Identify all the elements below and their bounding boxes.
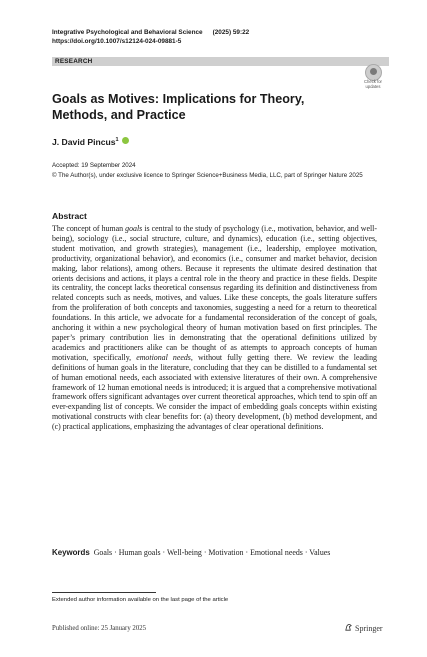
journal-name: Integrative Psychological and Behavioral Science — [52, 29, 203, 36]
published-date: Published online: 25 January 2025 — [52, 625, 147, 632]
keywords — [52, 548, 372, 558]
abstract-heading: Abstract — [52, 211, 87, 221]
crossmark-text: Check for updates — [364, 79, 382, 89]
year-issue: (2025) 59:22 — [212, 29, 250, 36]
publisher-logo — [344, 623, 383, 633]
author-affiliation-marker: 1 — [115, 137, 119, 144]
section-label: RESEARCH — [55, 58, 93, 65]
publisher-name: Springer — [355, 624, 383, 633]
emphasis-emotional-needs: emotional needs — [136, 352, 191, 362]
copyright-notice: © The Author(s), under exclusive licence to Springer Science+Business Media, LLC, part of Springer Nature 2025 — [52, 172, 363, 179]
abstract-text: The concept of human goals is central to the study of psychology (i.e., motivation, behavior, and well-being), sociology (i.e., social structure, culture, and dynamics), education (i.e., setting objectives, student motivation, and growth strategies), management (i.e., leadership, employee motivation, productivity, organizational behavior), and economics (i.e., consumer and market behavior, decision making, labor relations), among others. Because it represents the ultimate desired destination that orients decisions and actions, it plays a central role in the theory and practice in these fields. Despite its centrality, the concept lacks theoretical consensus regarding its definition and distinctiveness from related concepts such as needs, motives, and values. Like these concepts, the goals literature suffers from the proliferation of both concepts and taxonomies, suggesting a need for a return to theoretical foundations. In this article, we advocate for a fundamental reconsideration of the concept of goals, anchoring it within a new psychological theory of human motivation based on first principles. The paper’s primary contribution lies in demonstrating that the operational definitions utilized by academics and practitioners alike can be thought of as attempts to approach concepts of human motivation, specifically, emotional needs, without fully getting there. We review the leading definitions of human goals in the literature, concluding that they can be distilled to a fundamental set of human emotional needs, each associated with extensive literatures of their own. A comprehensive framework of 12 human emotional needs is introduced; it is argued that a comprehensive motivational framework offers significant advantages over current theoretical approaches, which tend to spin off an ever-expanding list of concepts. We consider the impact of embedding goals concepts within existing motivational constructs with clear benefits for: (a) theory development, (b) method development, and (c) practical applications, emphasizing the advantages of clear operational definitions. — [52, 224, 378, 432]
article-title: Goals as Motives: Implications for Theory, Methods, and Practice — [52, 92, 305, 122]
springer-horse-icon — [344, 623, 353, 632]
author-name[interactable]: J. David Pincus — [52, 137, 116, 147]
crossmark-badge[interactable] — [360, 64, 386, 92]
section-bar — [52, 57, 389, 66]
doi-link[interactable]: https://doi.org/10.1007/s12124-024-09881-5 — [52, 38, 182, 45]
emphasis-goals: goals — [125, 224, 143, 233]
accepted-date: Accepted: 19 September 2024 — [52, 162, 136, 169]
orcid-icon[interactable] — [122, 137, 129, 144]
footnote: Extended author information available on the last page of the article — [52, 597, 229, 603]
keywords-label: Keywords — [52, 548, 90, 557]
author-line — [52, 137, 129, 147]
footnote-divider — [52, 592, 156, 593]
journal-header — [52, 29, 249, 36]
keywords-list: Goals · Human goals · Well-being · Motivation · Emotional needs · Values — [93, 548, 331, 557]
